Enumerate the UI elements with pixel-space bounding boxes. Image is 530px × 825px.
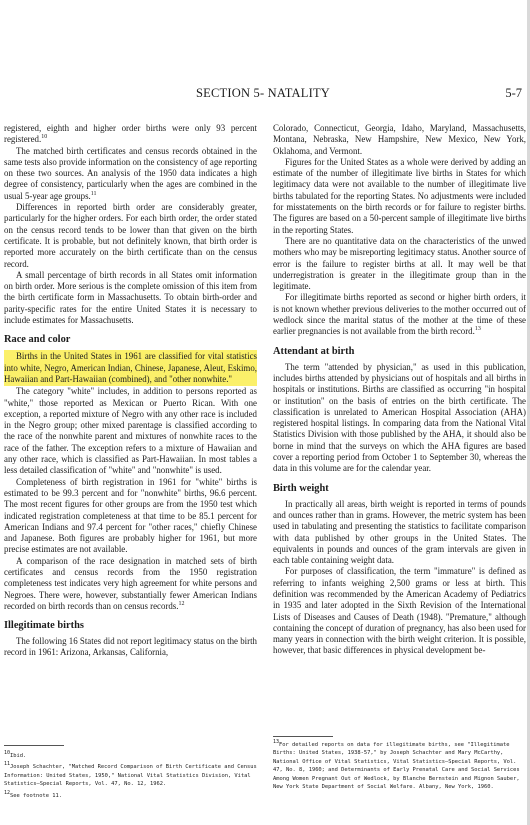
- left-column: [4, 123, 257, 659]
- heading-race-and-color: Race and color: [4, 334, 71, 346]
- paragraph: A comparison of the race designation in matched sets of birth certificates and census records from the 1950 registration completeness test indicates very high agreement for white persons and Negroes. There were, however, substantially fewer American Indians recorded on birth records than on census records.$^{12}$: [4, 555, 257, 611]
- footnotes-left: [4, 752, 257, 803]
- paragraph: A small percentage of birth records in all States omit information on birth order. More serious is the complete omission of this item from the birth certificate form in Massachusetts. To obtain birth-order and parity-specific rates for the entire United States it is necessary to include estimates for Massachusetts.: [4, 269, 257, 326]
- paragraph: Differences in reported birth order are considerably greater, particularly for the higher orders. For each birth order, the order stated on the census record tends to be lower than that given on the birth certificate. It is probable, but not definitely known, that birth order is reported more accurately on the birth certificate than on the census record.: [4, 202, 257, 269]
- heading-illegitimate-births: Illegitimate births: [4, 620, 84, 632]
- paragraph: The term "attended by physician," as used in this publication, includes births attended by physicians out of hospitals and all births in hospitals or institutions. Births are classified as occurring "in hospital or institution" on the basis of entries on the birth certificate. The classification is unrelated to American Hospital Association (AHA) registered hospital listings. In comparing data from the National Vital Statistics Division with those published by the AHA, it should also be borne in mind that the surveys on which the AHA figures are based cover a reporting period from October 1 to September 30, whereas the data in this volume are for the calendar year.: [273, 361, 526, 474]
- heading-birth-weight: Birth weight: [273, 482, 329, 494]
- footnote-ref: 10: [41, 134, 48, 141]
- page-number: 5-7: [505, 86, 522, 100]
- footnote: 13For detailed reports on data for illegitimate births, see "Illegitimate Births: United States, 1938-57," by Joseph Schachter and Mary McCarthy, National Office of Vital Statistics, Vital Statistics—Special Reports, Vol. 47, No. 8, 1960; and Determinants of Early Prenatal Care and Social Services Among Women Pregnant Out of Wedlock, by Blanche Bernstein and Mignon Sauber, New York State Department of Social Welfare. Albany, New York, 1960.: [273, 739, 520, 791]
- heading-attendant-at-birth: Attendant at birth: [273, 345, 355, 357]
- paragraph: For purposes of classification, the term "immature" is defined as referring to infants weighing 2,500 grams or less at birth. This definition was recommended by the American Academy of Pediatrics in 1935 and later adopted in the Sixth Revision of the International Lists of Diseases and Causes of Death (1948). "Premature," although containing the concept of duration of pregnancy, has also been used for many years in connection with the birth weight criterion. It is possible, however, that basic differences in physical development be-: [273, 566, 526, 656]
- footnote: 10Ibid.: [4, 750, 27, 759]
- paragraph: Figures for the United States as a whole were derived by adding an estimate of the number of illegitimate live births in States for which legitimacy data were not available to the number of illegitimate live births tabulated for the reporting States. No adjustments were included for misstatements on the birth records or for failure to register births. The figures are based on a 50-percent sample of illegitimate live births in the reporting States.: [273, 156, 526, 235]
- footnote: 11Joseph Schachter, "Matched Record Comparison of Birth Certificate and Census Information: United States, 1950," National Vital Statistics Division, Vital Statistics—Special Reports, Vol. 47, No. 12, 1962.: [4, 761, 257, 788]
- footnotes-right: [273, 741, 526, 794]
- paragraph: registered, eighth and higher order births were only 93 percent registered.$^{10}$: [4, 123, 257, 145]
- page-header: [0, 86, 530, 106]
- footnote-ref: 13: [474, 326, 481, 333]
- paragraph: The matched birth certificates and census records obtained in the same tests also provide information on the consistency of age reporting on these two sources. An analysis of the 1950 data indicates a high degree of consistency, particularly when the ages are combined in the usual 5-year age groups.$^{11}$: [4, 145, 257, 201]
- paragraph: The following 16 States did not report legitimacy status on the birth record in 1961: Arizona, Arkansas, California,: [4, 636, 257, 658]
- paragraph: The category "white" includes, in addition to persons reported as "white," those reported as Mexican or Puerto Rican. With one exception, a reported mixture of Negro with any other race is included in the Negro group; other mixed parentage is classified according to the race of the nonwhite parent and mixtures of nonwhite races to the race of the father. The exception refers to a mixture of Hawaiian and any other race, which is classified as Part-Hawaiian. In most tables a less detailed classification of "white" and "nonwhite" is used.: [4, 386, 257, 476]
- highlighted-passage: Births in the United States in 1961 are classified for vital statistics into white, Negro, American Indian, Chinese, Japanese, Aleut, Eskimo, Hawaiian and Part-Hawaiian (combined), and "other nonwhite.": [4, 350, 257, 386]
- footnote: 12See footnote 11.: [4, 789, 62, 799]
- footnote-ref: 11: [90, 190, 97, 197]
- footnote-rule: [4, 745, 64, 746]
- section-title: SECTION 5- NATALITY: [196, 86, 331, 100]
- paragraph: Colorado, Connecticut, Georgia, Idaho, Maryland, Massachusetts, Montana, Nebraska, New Hampshire, New Mexico, New York, Oklahoma, and Vermont.: [273, 123, 526, 156]
- footnote-ref: 12: [178, 600, 185, 607]
- right-column: [273, 123, 526, 657]
- footnote-rule: [273, 736, 333, 737]
- paragraph: For illegitimate births reported as second or higher birth orders, it is not known whether previous deliveries to the mother occurred out of wedlock since the marital status of the mother at the time of these earlier pregnancies is not available from the birth record.$^{13}$: [273, 292, 526, 337]
- paragraph: There are no quantitative data on the characteristics of the unwed mothers who may be misreporting legitimacy status. Another source of error is the failure to register births at all. It may well be that underregistration is greater in the illegitimate group than in the legitimate.: [273, 235, 526, 292]
- paragraph: In practically all areas, birth weight is reported in terms of pounds and ounces rather than in grams. However, the metric system has been used in tabulating and presenting the statistics to facilitate comparison with data published by other groups in the United States. The equivalents in pounds and ounces of the gram intervals are given in each table containing weight data.: [273, 498, 526, 566]
- paragraph: Completeness of birth registration in 1961 for "white" births is estimated to be 99.3 percent and for "nonwhite" births, 96.6 percent. The most recent figures for other groups are from the 1950 test which indicated registration completeness at that time to be 85.1 percent for American Indians and 97.4 percent for "other races," chiefly Chinese and Japanese. Both figures are probably higher for 1961, but more precise estimates are not available.: [4, 476, 257, 555]
